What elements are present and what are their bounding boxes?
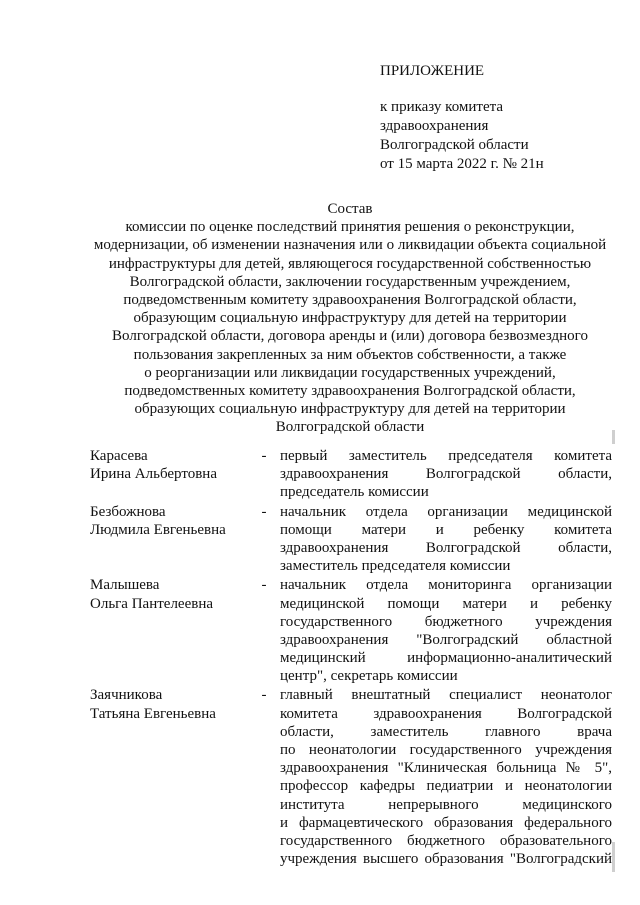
member-name	[90, 447, 250, 483]
heading-title: Состав	[327, 201, 373, 217]
member-given-names: Татьяна Евгеньевна	[90, 705, 216, 722]
member-role	[280, 447, 612, 502]
role-line: государственного бюджетного образовательного	[280, 832, 612, 849]
role-line: начальник отдела мониторинга организации	[280, 577, 612, 594]
member-dash: -	[261, 577, 267, 594]
commission-members-list	[90, 447, 612, 869]
role-line: медицинский информационно-аналитический	[280, 650, 612, 667]
appendix-line: от 15 марта 2022 г. № 21н	[380, 156, 544, 172]
role-line: председатель комиссии	[280, 484, 429, 501]
scan-edge-mark	[612, 430, 615, 444]
role-line: центр", секретарь комиссии	[280, 668, 458, 685]
member-entry	[90, 686, 612, 868]
role-line: здравоохранения "Волгоградский областной	[280, 631, 612, 648]
heading-line: образующих социальную инфраструктуру для детей на территории	[134, 401, 566, 418]
heading-line: пользования закрепленных за ним объектов собственности, а также	[133, 346, 567, 363]
role-line: начальник отдела организации медицинской	[280, 503, 612, 520]
member-dash: -	[261, 503, 267, 520]
heading-line: модернизации, об изменении назначения или о ликвидации объекта социальной	[93, 237, 607, 254]
heading-line: инфраструктуры для детей, являющегося государственной собственностью	[108, 255, 592, 272]
appendix-line: здравоохранения	[380, 118, 489, 134]
document-heading	[80, 200, 620, 437]
member-given-names: Людмила Евгеньевна	[90, 521, 226, 538]
member-surname: Карасева	[90, 448, 148, 464]
role-line: помощи матери и ребенку комитета	[280, 521, 612, 538]
role-line: главный внештатный специалист неонатолог	[280, 687, 612, 704]
member-given-names: Ирина Альбертовна	[90, 466, 217, 483]
member-surname: Заячникова	[90, 687, 163, 704]
member-role	[280, 576, 612, 685]
heading-line: комиссии по оценке последствий принятия решения о реконструкции,	[125, 219, 575, 236]
member-surname: Безбожнова	[90, 503, 166, 520]
role-line: здравоохранения Волгоградской области,	[280, 539, 612, 556]
heading-line: подведомственным комитету здравоохранения Волгоградской области,	[123, 292, 577, 309]
appendix-block	[380, 62, 544, 174]
role-line: профессор кафедры педиатрии и неонатологии	[280, 778, 612, 795]
member-role	[280, 503, 612, 576]
member-entry	[90, 447, 612, 502]
scan-edge-mark	[612, 842, 615, 872]
role-line: и фармацевтического образования федерального	[280, 814, 612, 831]
heading-line: Волгоградской области, договора аренды и (или) договора безвозмездного	[112, 328, 588, 345]
heading-line: подведомственных комитету здравоохранения Волгоградской области,	[124, 383, 576, 400]
heading-line: о реорганизации или ликвидации государственных учреждений,	[144, 364, 556, 381]
member-given-names: Ольга Пантелеевна	[90, 595, 214, 612]
member-name	[90, 503, 250, 539]
role-line: здравоохранения Волгоградской области,	[280, 466, 612, 483]
heading-line: образующим социальную инфраструктуру для детей на территории	[133, 310, 567, 327]
role-line: области, заместитель главного врача	[280, 723, 612, 740]
heading-line: Волгоградской области, заключении государственным учреждением,	[129, 273, 571, 290]
role-line: государственного бюджетного учреждения	[280, 613, 612, 630]
role-line: учреждения высшего образования "Волгоградский	[280, 851, 612, 868]
role-line: медицинской помощи матери и ребенку	[280, 595, 612, 612]
member-entry	[90, 576, 612, 685]
member-role	[280, 686, 612, 868]
role-line: первый заместитель председателя комитета	[280, 448, 612, 464]
member-dash: -	[261, 448, 267, 464]
appendix-line: Волгоградской области	[380, 137, 529, 153]
member-name	[90, 576, 250, 612]
role-line: заместитель председателя комиссии	[280, 558, 511, 575]
member-name	[90, 686, 250, 722]
appendix-title: ПРИЛОЖЕНИЕ	[380, 63, 485, 79]
role-line: здравоохранения "Клиническая больница № 5",	[280, 760, 612, 777]
appendix-line: к приказу комитета	[380, 99, 504, 115]
member-entry	[90, 503, 612, 576]
member-dash: -	[261, 687, 267, 704]
role-line: института непрерывного медицинского	[280, 796, 612, 813]
role-line: комитета здравоохранения Волгоградской	[280, 705, 612, 722]
role-line: по неонатологии государственного учреждения	[280, 742, 612, 758]
heading-line: Волгоградской области	[275, 419, 425, 436]
member-surname: Малышева	[90, 577, 160, 594]
